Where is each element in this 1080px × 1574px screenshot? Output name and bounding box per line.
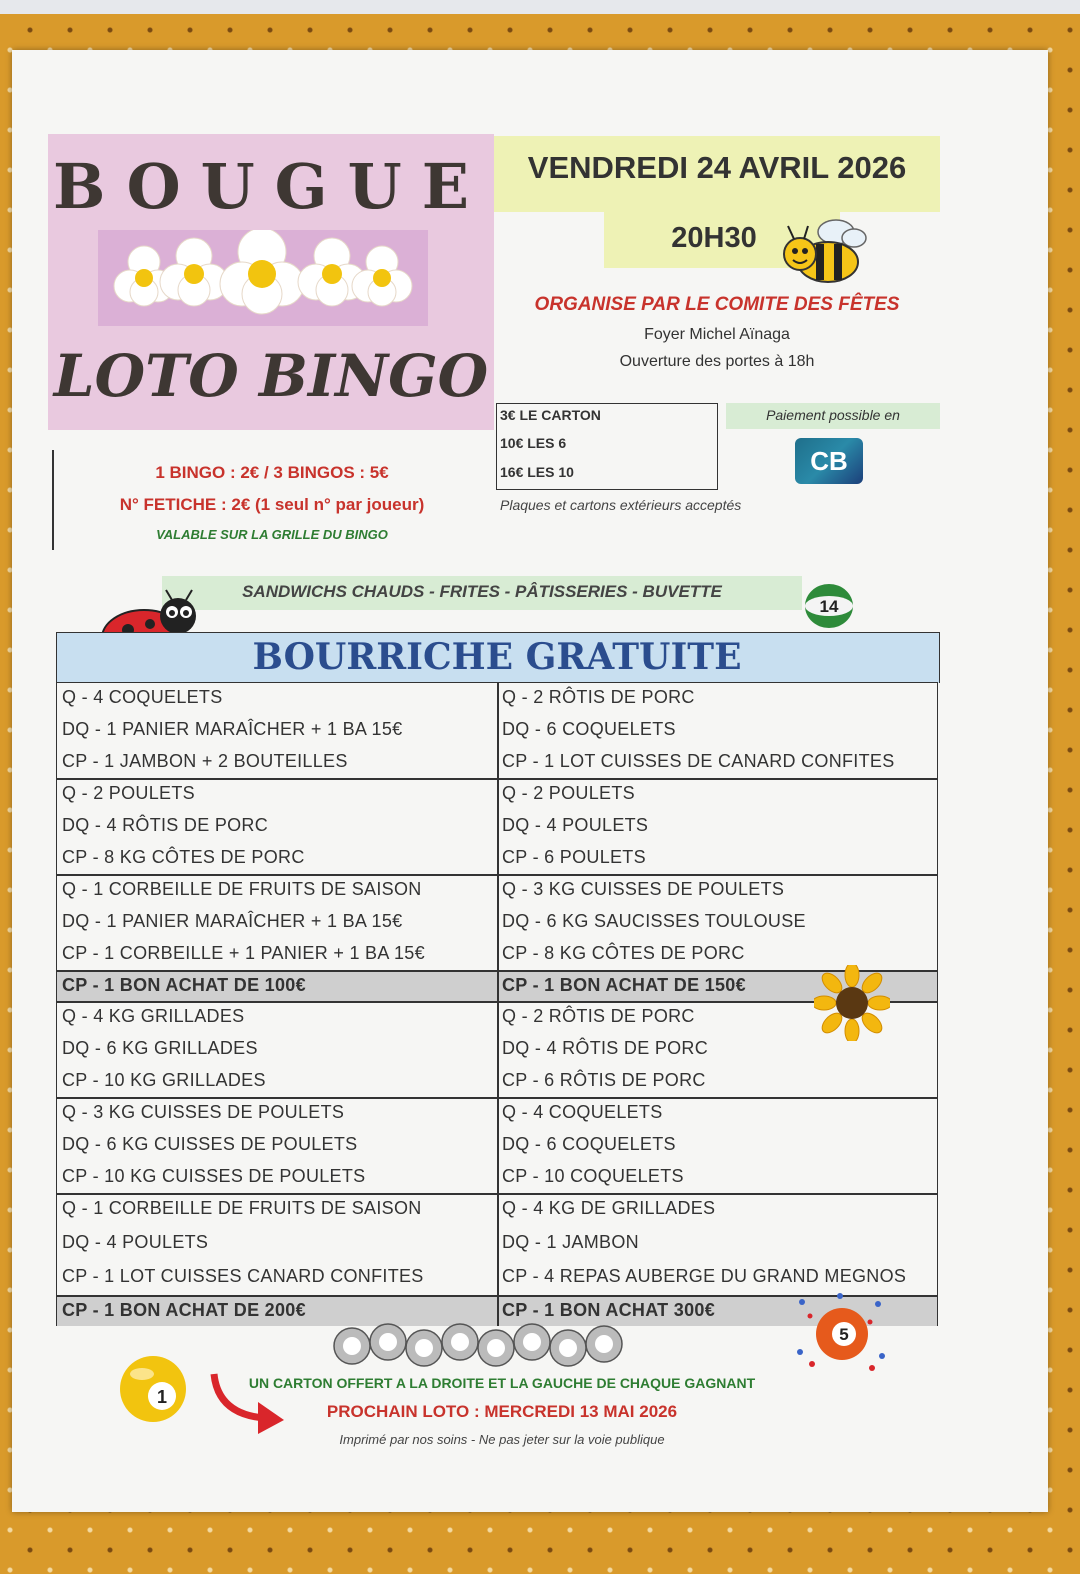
prize-cell: DQ - 6 COQUELETS: [502, 1134, 676, 1154]
town-title: BOUGUE: [53, 150, 489, 223]
next-loto-text: PROCHAIN LOTO : MERCREDI 13 MAI 2026: [326, 1402, 678, 1421]
bingo-ball-14-icon: [804, 583, 854, 629]
prize-cell: DQ - 4 POULETS: [62, 1232, 209, 1252]
bingo-ball-1-icon: [118, 1354, 188, 1424]
prize-cell: Q - 4 COQUELETS: [62, 687, 223, 707]
prize-cell: Q - 3 KG CUISSES DE POULETS: [502, 879, 785, 899]
sunflower-icon: [814, 965, 890, 1041]
ball-number: 5: [839, 1325, 849, 1344]
prize-cell: DQ - 6 KG SAUCISSES TOULOUSE: [502, 911, 806, 931]
price-item: 3€ LE CARTON: [500, 407, 601, 423]
prize-cell: Q - 2 POULETS: [502, 783, 635, 803]
bourriche-title: BOURRICHE GRATUITE: [252, 636, 742, 678]
prize-cell: CP - 4 REPAS AUBERGE DU GRAND MEGNOS: [502, 1266, 907, 1286]
prize-cell: CP - 1 BON ACHAT DE 200€: [62, 1300, 306, 1320]
prize-cell: DQ - 1 PANIER MARAÎCHER + 1 BA 15€: [62, 911, 403, 931]
price-item: 10€ LES 6: [500, 435, 567, 451]
fetiche-price: N° FETICHE : 2€ (1 seul n° par joueur): [119, 495, 425, 514]
prize-cell: Q - 2 RÔTIS DE PORC: [502, 1006, 695, 1026]
prize-cell: Q - 2 RÔTIS DE PORC: [502, 687, 695, 707]
prize-cell: DQ - 4 POULETS: [502, 815, 649, 835]
food-text: SANDWICHS CHAUDS - FRITES - PÂTISSERIES - BUVETTE: [242, 582, 722, 601]
organiser-text: ORGANISE PAR LE COMITE DES FÊTES: [534, 294, 900, 315]
prize-cell: CP - 1 LOT CUISSES DE CANARD CONFITES: [502, 751, 895, 771]
prize-cell: Q - 4 COQUELETS: [502, 1102, 663, 1122]
ball-number: 14: [819, 597, 839, 616]
prize-cell: CP - 6 POULETS: [502, 847, 646, 867]
prize-cell: CP - 1 BON ACHAT DE 150€: [502, 975, 746, 995]
prize-cell: CP - 8 KG CÔTES DE PORC: [62, 847, 305, 867]
prize-cell: Q - 1 CORBEILLE DE FRUITS DE SAISON: [62, 1198, 422, 1218]
prize-cell: DQ - 1 PANIER MARAÎCHER + 1 BA 15€: [62, 719, 403, 739]
prize-cell: DQ - 4 RÔTIS DE PORC: [502, 1038, 709, 1058]
bee-icon: [778, 214, 868, 290]
divider: [52, 450, 54, 550]
bingo-note: VALABLE SUR LA GRILLE DU BINGO: [156, 527, 388, 542]
ball-number: 1: [156, 1387, 168, 1407]
prize-cell: DQ - 6 COQUELETS: [502, 719, 676, 739]
price-item: 16€ LES 10: [500, 464, 574, 480]
event-date: VENDREDI 24 AVRIL 2026: [527, 150, 907, 185]
flyer-sheet: [12, 50, 1048, 1512]
prize-cell: CP - 1 BON ACHAT 300€: [502, 1300, 716, 1320]
event-title: LOTO BINGO: [53, 342, 489, 410]
venue-text: Foyer Michel Aïnaga: [644, 326, 790, 343]
plaques-text: Plaques et cartons extérieurs acceptés: [500, 497, 742, 513]
prize-cell: Q - 1 CORBEILLE DE FRUITS DE SAISON: [62, 879, 422, 899]
prize-cell: CP - 1 JAMBON + 2 BOUTEILLES: [62, 751, 348, 771]
prize-cell: CP - 10 COQUELETS: [502, 1166, 684, 1186]
prize-cell: DQ - 6 KG GRILLADES: [62, 1038, 258, 1058]
prize-cell: CP - 10 KG CUISSES DE POULETS: [62, 1166, 366, 1186]
bingo-price: 1 BINGO : 2€ / 3 BINGOS : 5€: [155, 463, 389, 482]
prize-cell: CP - 10 KG GRILLADES: [62, 1070, 266, 1090]
prize-cell: DQ - 6 KG CUISSES DE POULETS: [62, 1134, 358, 1154]
payment-label: Paiement possible en: [766, 407, 900, 423]
bingo-balls-row-icon: [330, 1316, 628, 1376]
flower-banner: [98, 230, 428, 326]
prize-cell: Q - 2 POULETS: [62, 783, 195, 803]
column-separator: [497, 682, 499, 1326]
prize-cell: CP - 1 BON ACHAT DE 100€: [62, 975, 306, 995]
top-strip: [0, 0, 1080, 14]
bingo-ball-5-icon: [792, 1292, 888, 1374]
prize-cell: CP - 8 KG CÔTES DE PORC: [502, 943, 745, 963]
daisy-icons: [98, 230, 428, 326]
prize-cell: Q - 4 KG DE GRILLADES: [502, 1198, 716, 1218]
prize-cell: DQ - 1 JAMBON: [502, 1232, 639, 1252]
prize-cell: Q - 3 KG CUISSES DE POULETS: [62, 1102, 345, 1122]
printed-note: Imprimé par nos soins - Ne pas jeter sur la voie publique: [339, 1432, 665, 1447]
event-time: 20H30: [671, 222, 757, 254]
prize-cell: DQ - 4 RÔTIS DE PORC: [62, 815, 269, 835]
doors-text: Ouverture des portes à 18h: [619, 353, 815, 370]
prize-cell: CP - 1 LOT CUISSES CANARD CONFITES: [62, 1266, 424, 1286]
free-card-text: UN CARTON OFFERT A LA DROITE ET LA GAUCHE DE CHAQUE GAGNANT: [248, 1375, 756, 1391]
cb-card-logo: CB: [795, 438, 863, 484]
prize-cell: CP - 1 CORBEILLE + 1 PANIER + 1 BA 15€: [62, 943, 425, 963]
prize-cell: CP - 6 RÔTIS DE PORC: [502, 1070, 706, 1090]
prize-cell: Q - 4 KG GRILLADES: [62, 1006, 245, 1026]
